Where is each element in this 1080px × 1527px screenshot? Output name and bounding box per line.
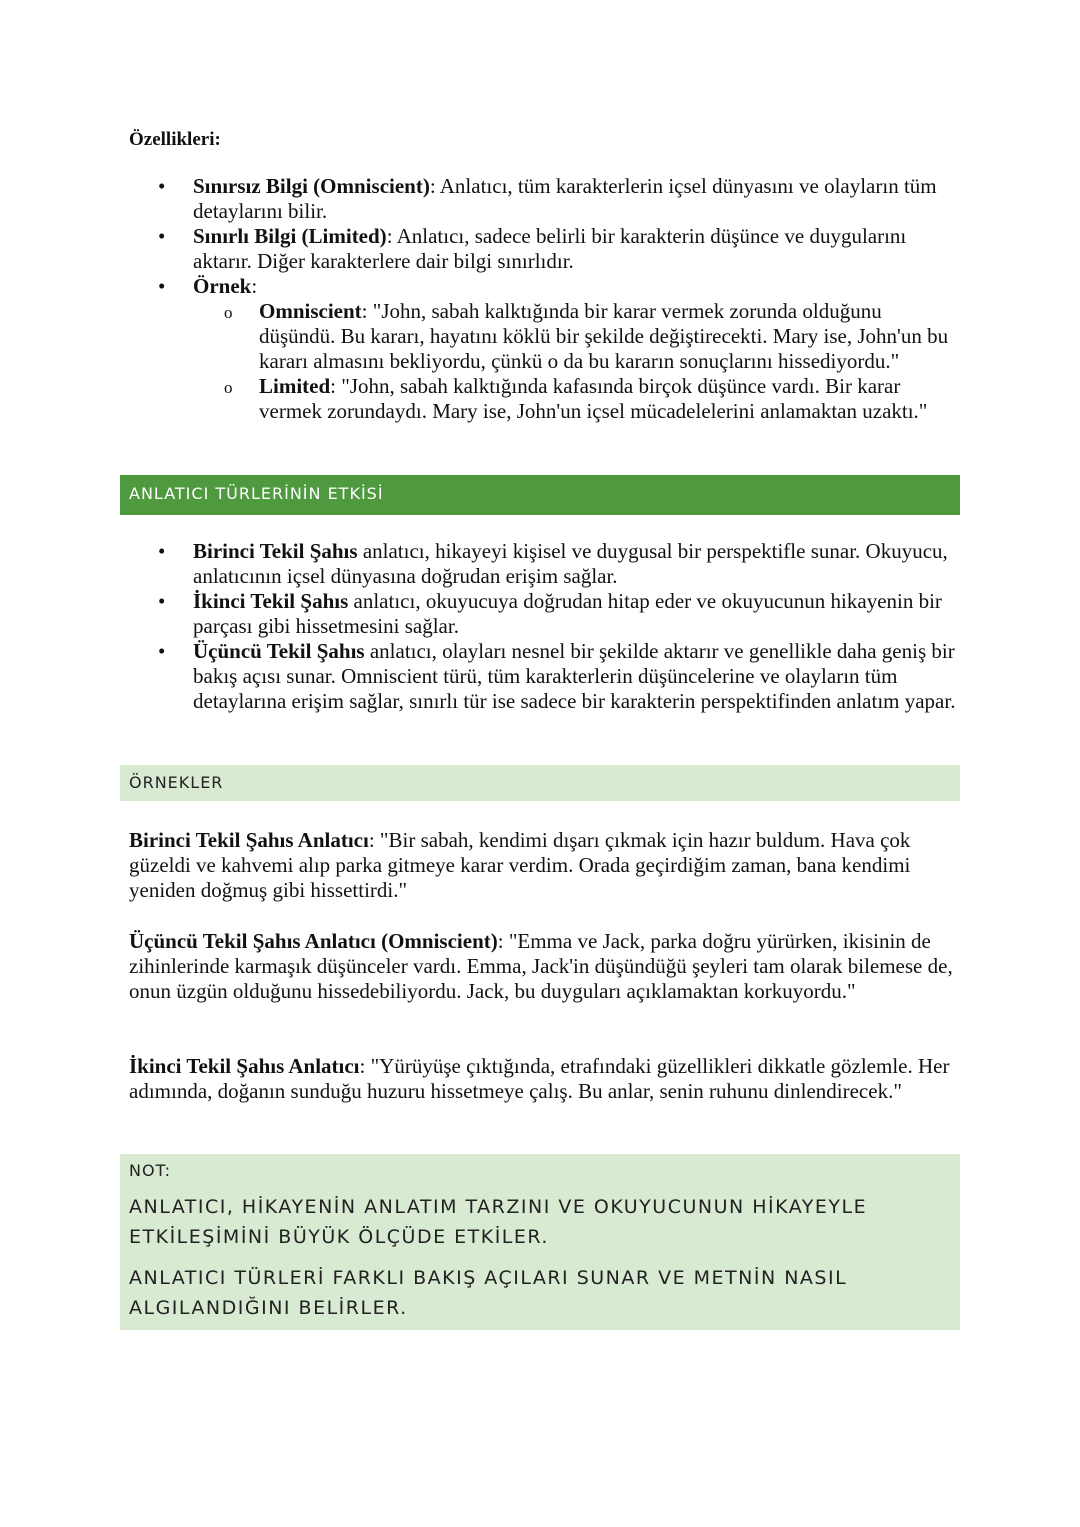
list-item <box>129 589 959 639</box>
list-item <box>129 174 959 224</box>
effects-list <box>129 539 959 714</box>
item-term: Sınırsız Bilgi (Omniscient) <box>193 174 430 198</box>
example-sublist <box>193 299 959 424</box>
section-title: ÖRNEKLER <box>129 773 224 792</box>
paragraph-text: : "Emma ve Jack, parka doğru yürürken, ikisinin de zihinlerinde karmaşık düşünceler vardı. Emma, Jack'in düşündüğü şeyleri tam olarak bilemese de, onun üzgün olduğunu hissedebiliyordu. Jack, bu duyguları açıklamaktan korkuyordu." <box>129 929 953 1003</box>
item-term: Üçüncü Tekil Şahıs <box>193 639 365 663</box>
effects-section-header <box>120 475 960 515</box>
examples-section-header <box>120 765 960 801</box>
item-text: : "John, sabah kalktığında kafasında birçok düşünce vardı. Bir karar vermek zorundaydı. Mary ise, John'un içsel mücadelelerini anlamaktan uzaktı." <box>259 374 928 423</box>
sublist-item <box>193 299 959 374</box>
paragraph-text: : "Yürüyüşe çıktığında, etrafındaki güzellikleri dikkatle gözlemle. Her adımında, doğanın sunduğu huzuru hissetmeye çalış. Bu anlar, senin ruhunu dinlendirecek." <box>129 1054 950 1103</box>
item-term: Örnek <box>193 274 252 298</box>
example-paragraph <box>129 828 959 903</box>
item-term: Omniscient <box>259 299 362 323</box>
note-line: ANLATICI TÜRLERİ FARKLI BAKIŞ AÇILARI SUNAR VE METNİN NASIL ALGILANDIĞINI BELİRLER. <box>129 1267 848 1319</box>
item-text: : Anlatıcı, tüm karakterlerin içsel dünyasını ve olayların tüm detaylarını bilir. <box>193 174 937 223</box>
section-title: ANLATICI TÜRLERİNİN ETKİSİ <box>129 484 384 503</box>
paragraph-term: Üçüncü Tekil Şahıs Anlatıcı (Omniscient) <box>129 929 498 953</box>
item-text: : "John, sabah kalktığında bir karar vermek zorunda olduğunu düşündü. Bu kararı, hayatını köklü bir şekilde değiştirecekti. Mary ise, John'un bu kararı almasını bekliyordu, çünkü o da bu kararın sonuçlarını hissediyordu." <box>259 299 949 373</box>
list-item <box>129 224 959 274</box>
example-paragraph <box>129 929 959 1004</box>
item-text: : Anlatıcı, sadece belirli bir karakterin düşünce ve duygularını aktarır. Diğer karakterlere dair bilgi sınırlıdır. <box>193 224 907 273</box>
item-term: İkinci Tekil Şahıs <box>193 589 349 613</box>
note-box <box>120 1154 960 1330</box>
item-text: anlatıcı, hikayeyi kişisel ve duygusal bir perspektifle sunar. Okuyucu, anlatıcının içsel dünyasına doğrudan erişim sağlar. <box>193 539 948 588</box>
item-text: anlatıcı, olayları nesnel bir şekilde aktarır ve genellikle daha geniş bir bakış açısı sunar. Omniscient türü, tüm karakterlerin düşüncelerine ve olayların tüm detaylarına erişim sağlar, sınırlı tür ise sadece bir karakterin perspektifinden anlatım yapar. <box>193 639 956 713</box>
item-term: Limited <box>259 374 331 398</box>
item-text: anlatıcı, okuyucuya doğrudan hitap eder ve okuyucunun hikayenin bir parçası gibi hissetmesini sağlar. <box>193 589 942 638</box>
item-term: Birinci Tekil Şahıs <box>193 539 358 563</box>
note-label: NOT: <box>129 1161 171 1180</box>
list-item <box>129 539 959 589</box>
paragraph-text: : "Bir sabah, kendimi dışarı çıkmak için hazır buldum. Hava çok güzeldi ve kahvemi alıp parka gitmeye karar verdim. Orada geçirdiğim zaman, bana kendimi yeniden doğmuş gibi hissettirdi." <box>129 828 911 902</box>
example-paragraph <box>129 1054 959 1104</box>
list-item <box>129 639 959 714</box>
paragraph-term: İkinci Tekil Şahıs Anlatıcı <box>129 1054 360 1078</box>
sublist-item <box>193 374 959 424</box>
features-heading: Özellikleri: <box>129 129 221 150</box>
paragraph-term: Birinci Tekil Şahıs Anlatıcı <box>129 828 369 852</box>
note-line: ANLATICI, HİKAYENİN ANLATIM TARZINI VE OKUYUCUNUN HİKAYEYLE ETKİLEŞİMİNİ BÜYÜK ÖLÇÜDE ETKİLER. <box>129 1196 868 1248</box>
list-item <box>129 274 959 424</box>
item-term: Sınırlı Bilgi (Limited) <box>193 224 387 248</box>
features-list <box>129 174 959 424</box>
item-text: : <box>251 274 258 298</box>
